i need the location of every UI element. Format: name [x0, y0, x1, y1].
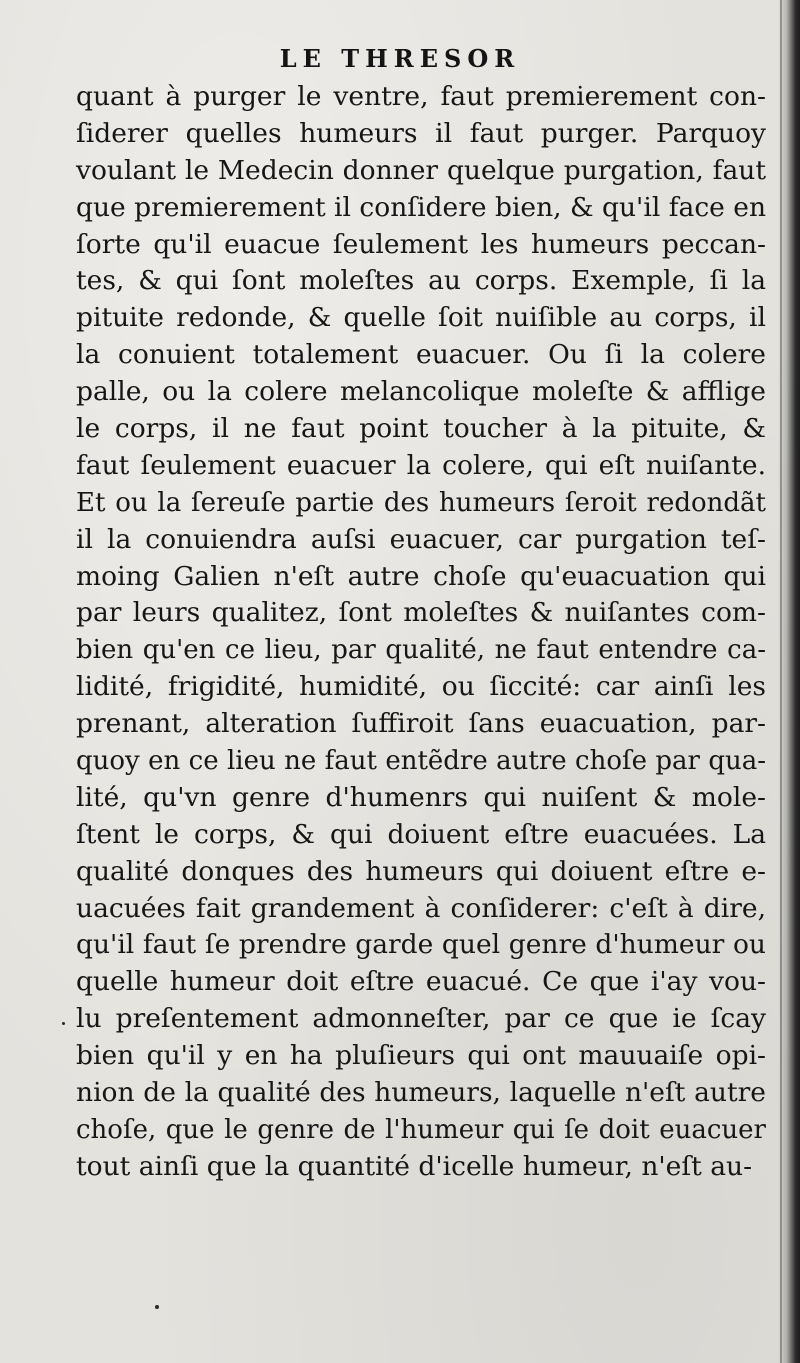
- text-line: lité, qu'vn genre d'humenrs qui nuiſent & mole-: [76, 781, 766, 813]
- text-line: que premierement il conſidere bien, & qu'il face en: [76, 191, 767, 223]
- text-line: quant à purger le ventre, faut premierement con-: [76, 81, 766, 112]
- text-line: qualité donques des humeurs qui doiuent eſtre e-: [76, 855, 766, 887]
- text-line: palle, ou la colere melancolique moleſte & afflige: [76, 376, 766, 408]
- text-line: le corps, il ne faut point toucher à la pituite, &: [76, 413, 766, 445]
- page-edge-shadow: [778, 0, 800, 1363]
- text-line: tes, & qui ſont moleſtes au corps. Exemple, ſi la: [76, 265, 766, 297]
- text-line: bien qu'il y en ha pluſieurs qui ont mauuaiſe opi-: [76, 1040, 766, 1072]
- text-line: pituite redonde, & quelle ſoit nuiſible au corps, il: [76, 302, 766, 334]
- text-line: ſiderer quelles humeurs il faut purger. Parquoy: [76, 117, 766, 149]
- text-line: ſtent le corps, & qui doiuent eſtre euacuées. La: [76, 818, 766, 850]
- text-line: par leurs qualitez, ſont moleſtes & nuiſantes com-: [76, 597, 766, 629]
- text-line: faut ſeulement euacuer la colere, qui eſt nuiſante.: [76, 449, 766, 481]
- text-line: qu'il faut ſe prendre garde quel genre d'humeur ou: [76, 929, 766, 961]
- text-line: il la conuiendra auſsi euacuer, car purgation teſ-: [76, 523, 766, 555]
- text-line: choſe, que le genre de l'humeur qui ſe doit euacuer: [76, 1114, 766, 1145]
- ink-speck: [155, 1305, 159, 1309]
- text-line: prenant, alteration ſuffiroit ſans euacuation, par-: [76, 708, 766, 740]
- text-line: quoy en ce lieu ne faut entẽdre autre choſe par qua-: [76, 746, 766, 777]
- text-line: moing Galien n'eſt autre choſe qu'euacuation qui: [76, 560, 766, 592]
- text-line: lu preſentement admonneſter, par ce que ie ſcay: [76, 1003, 766, 1035]
- text-line: ſorte qu'il euacue ſeulement les humeurs peccan-: [76, 228, 766, 260]
- text-line: Et ou la ſereuſe partie des humeurs ſeroit redondãt: [76, 487, 766, 518]
- page-text-block: [76, 79, 766, 1186]
- text-line: quelle humeur doit eſtre euacué. Ce que i'ay vou-: [76, 966, 766, 998]
- text-line: lidité, frigidité, humidité, ou ſiccité: car ainſi les: [76, 671, 766, 703]
- text-line: uacuées fait grandement à conſiderer: c'eſt à dire,: [76, 892, 766, 924]
- text-line: nion de la qualité des humeurs, laquelle n'eſt autre: [76, 1077, 766, 1109]
- text-line: la conuient totalement euacuer. Ou ſi la colere: [76, 339, 766, 371]
- ink-speck: [62, 1022, 65, 1025]
- running-title: LE THRESOR: [279, 44, 521, 73]
- text-line: voulant le Medecin donner quelque purgation, faut: [76, 154, 766, 186]
- text-line: bien qu'en ce lieu, par qualité, ne faut entendre ca-: [76, 635, 766, 666]
- text-line: tout ainſi que la quantité d'icelle humeur, n'eſt au-: [76, 1150, 753, 1182]
